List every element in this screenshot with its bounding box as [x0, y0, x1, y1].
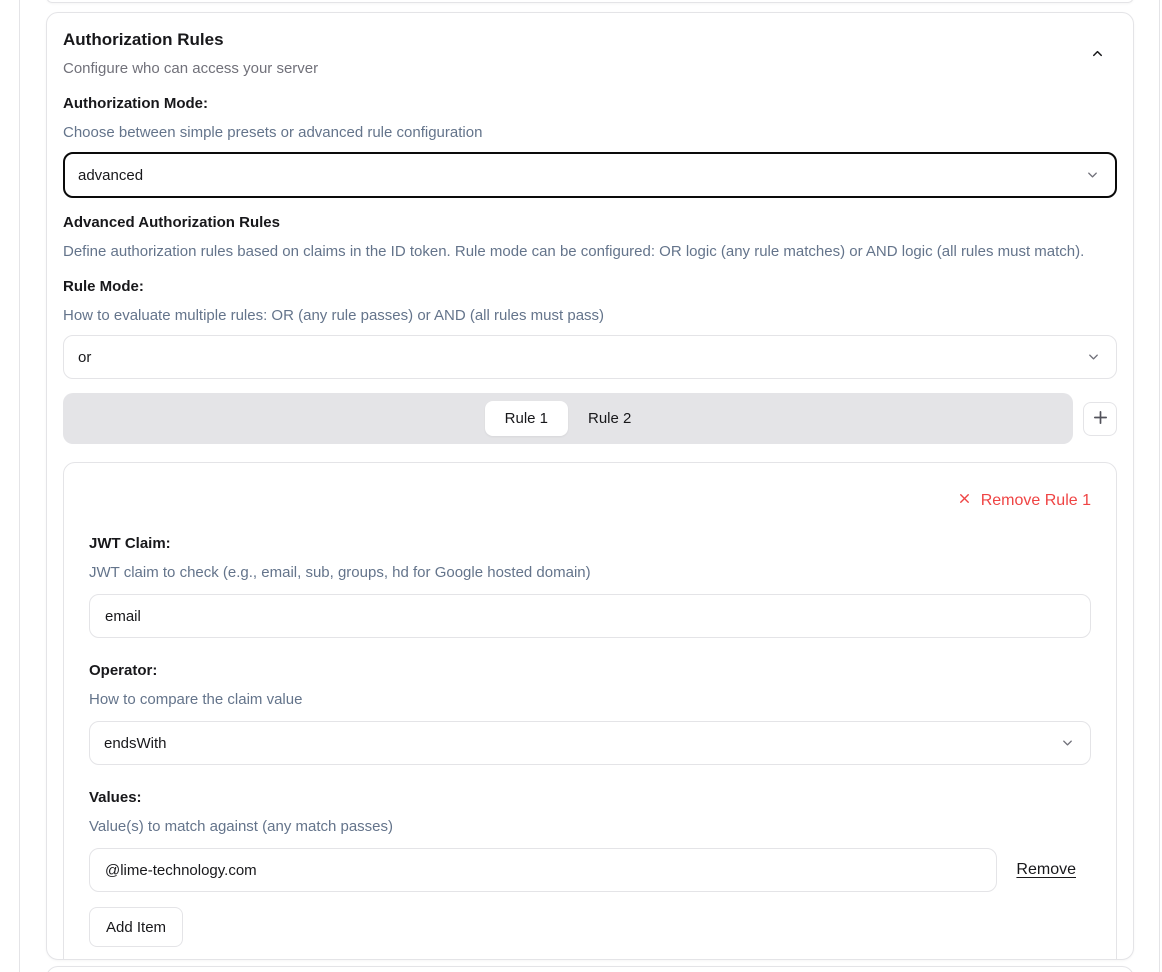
value-item-row [89, 837, 1091, 892]
x-icon [957, 491, 972, 511]
rule-mode-select[interactable] [63, 335, 1117, 379]
page-title: Authorization Rules [63, 30, 224, 49]
operator-select[interactable] [89, 721, 1091, 765]
value-input[interactable] [89, 848, 997, 892]
previous-settings-card-edge [46, 0, 1134, 3]
jwt-claim-label: JWT Claim: [89, 535, 171, 552]
rule-tabs-bar [63, 393, 1073, 444]
rule-mode-value: or [78, 348, 92, 366]
remove-rule-button[interactable] [957, 491, 1091, 511]
add-rule-button[interactable] [1083, 402, 1117, 436]
page-subtitle: Configure who can access your server [63, 60, 319, 77]
rule-1-panel [63, 462, 1117, 960]
tab-rule-1[interactable]: Rule 1 [485, 401, 568, 436]
settings-page-column [19, 0, 1160, 972]
chevron-down-icon [1060, 736, 1075, 751]
jwt-claim-description: JWT claim to check (e.g., email, sub, groups, hd for Google hosted domain) [89, 564, 591, 581]
next-settings-card-edge [46, 966, 1134, 972]
authorization-mode-select[interactable] [63, 152, 1117, 198]
collapse-section-button[interactable] [1086, 42, 1109, 68]
advanced-rules-heading: Advanced Authorization Rules [63, 214, 280, 231]
operator-description: How to compare the claim value [89, 691, 303, 708]
rule-mode-label: Rule Mode: [63, 278, 144, 295]
advanced-rules-description: Define authorization rules based on claims in the ID token. Rule mode can be configured: OR logic (any rule matches) or AND logic (all rules must match). [63, 243, 1085, 260]
values-label: Values: [89, 789, 142, 806]
remove-value-link[interactable]: Remove [1016, 861, 1076, 878]
authorization-mode-value: advanced [78, 166, 144, 184]
card-header [63, 28, 1117, 79]
rule-mode-description: How to evaluate multiple rules: OR (any rule passes) or AND (all rules must pass) [63, 307, 605, 324]
rule-tabs-row [63, 393, 1117, 444]
card-header-text [63, 28, 318, 79]
chevron-down-icon [1085, 168, 1100, 183]
plus-icon [1092, 409, 1109, 429]
values-description: Value(s) to match against (any match passes) [89, 818, 394, 835]
chevron-down-icon [1086, 350, 1101, 365]
operator-value: endsWith [104, 734, 167, 752]
authorization-mode-description: Choose between simple presets or advanced rule configuration [63, 124, 483, 141]
operator-label: Operator: [89, 662, 158, 679]
jwt-claim-input[interactable] [89, 594, 1091, 638]
remove-rule-row [89, 491, 1091, 511]
tab-rule-2[interactable]: Rule 2 [568, 401, 651, 436]
remove-rule-label: Remove Rule 1 [980, 492, 1091, 509]
authorization-rules-card [46, 12, 1134, 960]
add-item-button[interactable]: Add Item [89, 907, 183, 947]
chevron-up-icon [1090, 46, 1105, 64]
authorization-mode-label: Authorization Mode: [63, 95, 208, 112]
